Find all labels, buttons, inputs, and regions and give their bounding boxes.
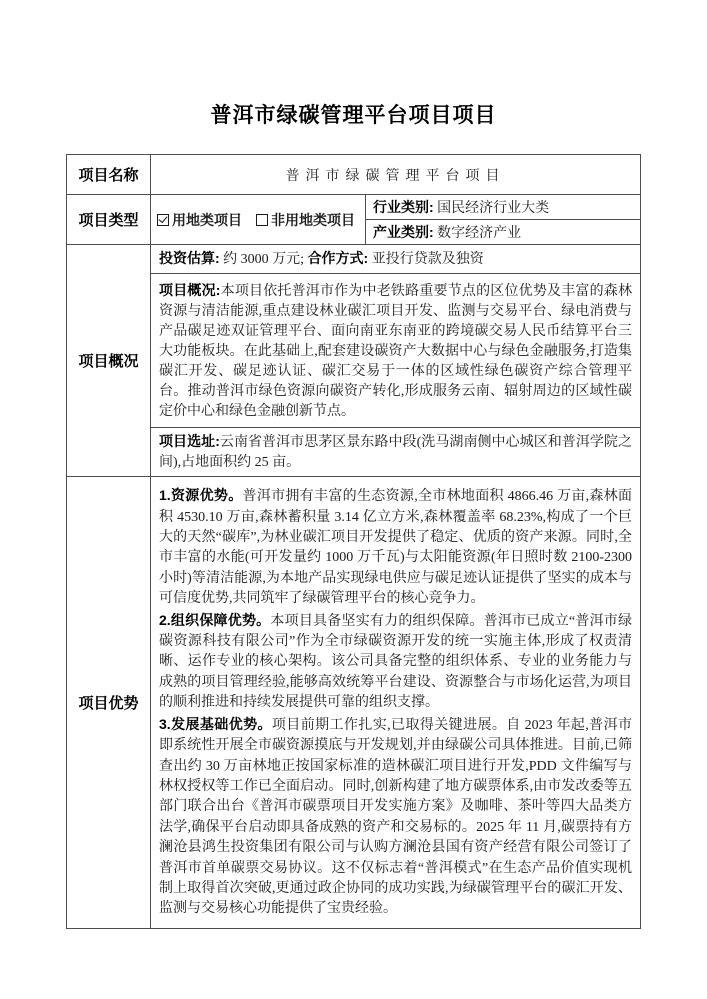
advantage-paragraph-3 (159, 714, 632, 920)
table-row-name (67, 155, 641, 195)
advantage-3-label: 3.发展基础优势。 (159, 715, 272, 732)
advantage-2-text: 本项目具备坚实有力的组织保障。普洱市已成立“普洱市绿碳资源科技有限公司”作为全市绿碳资源开发的统一实施主体,形成了权责清晰、运作专业的核心架构。该公司具备完整的组织体系、专业的业务能力与成熟的项目管理经验,能够高效统筹平台建设、资源整合与市场化运营,为项目的顺利推进和持续发展提供可靠的组织支撑。 (159, 613, 632, 711)
project-name-value: 普洱市绿碳管理平台项目 (151, 155, 641, 195)
site-label: 项目选址: (159, 433, 220, 449)
type-option-label-land: 用地类项目 (172, 211, 242, 228)
investment-cell (151, 245, 641, 274)
advantage-1-label: 1.资源优势。 (159, 487, 243, 504)
page-title: 普洱市绿碳管理平台项目项目 (210, 103, 497, 127)
unchecked-checkbox-icon (256, 214, 268, 226)
site-cell (151, 428, 641, 477)
table-row-advantages (67, 477, 641, 929)
project-type-options-cell (151, 195, 366, 245)
table-row-overview-text (67, 274, 641, 428)
table-row-site (67, 428, 641, 477)
checked-checkbox-icon (157, 214, 169, 226)
industry-category-value: 国民经济行业大类 (437, 201, 550, 216)
cooperation-label: 合作方式: (307, 250, 369, 266)
sector-category-cell (366, 220, 641, 245)
site-text: 云南省普洱市思茅区景东路中段(洗马湖南侧中心城区和普洱学院之间),占地面积约 25 亩。 (159, 435, 632, 470)
advantage-2-label: 2.组织保障优势。 (159, 611, 271, 628)
project-info-table (66, 154, 641, 929)
overview-text-cell (151, 274, 641, 428)
advantage-paragraph-2 (159, 610, 632, 714)
investment-value: 约 3000 万元; (223, 252, 305, 267)
overview-label: 项目概况: (159, 281, 221, 298)
advantage-1-text: 普洱市拥有丰富的生态资源,全市林地面积 4866.46 万亩,森林面积 4530.10 万亩,森林蓄积量 3.14 亿立方米,森林覆盖率 68.23%,构成了一个巨大的天然“碳库”,为林业碳汇项目开发提供了稳定、优质的资产来源。同时,全市丰富的水能(可开发量约 1000 万千瓦)与太阳能资源(年日照时数 2100-2300 小时)等清洁能源,为本地产品实现绿电供应与碳足迹认证提供了坚实的成本与可信度优势,共同筑牢了绿碳管理平台的核心竞争力。 (159, 489, 632, 607)
table-row-type (67, 195, 641, 220)
overview-text: 本项目依托普洱市作为中老铁路重要节点的区位优势及丰富的森林资源与清洁能源,重点建设林业碳汇项目开发、监测与交易平台、绿电消费与产品碳足迹双证管理平台、面向南亚东南亚的跨境碳交易人民币结算平台三大功能板块。在此基础上,配套建设碳资产大数据中心与绿色金融服务,打造集碳汇开发、碳足迹认证、碳汇交易于一体的区域性绿色碳资产综合管理平台。推动普洱市绿色资源向碳资产转化,形成服务云南、辐射周边的区域性碳定价中心和绿色金融创新节点。 (159, 283, 632, 419)
advantage-paragraph-1 (159, 485, 632, 609)
sector-category-label: 产业类别: (373, 224, 434, 240)
advantages-cell (151, 477, 641, 929)
table-row-investment (67, 245, 641, 274)
advantage-3-text: 项目前期工作扎实,已取得关键进展。自 2023 年起,普洱市即系统性开展全市碳资源摸底与开发规划,并由绿碳公司具体推进。目前,已筛查出约 30 万亩林地正按国家标准的造林碳汇项目进行开发,PDD 文件编写与林权授权等工作已全面启动。同时,创新构建了地方碳票体系,由市发改委等五部门联合出台《普洱市碳票项目开发实施方案》及咖啡、茶叶等四大品类方法学,确保平台启动即具备成熟的资产和交易标的。2025 年 11 月,碳票持有方澜沧县鸿生投资集团有限公司与认购方澜沧县国有资产经营有限公司签订了普洱市首单碳票交易协议。这不仅标志着“普洱模式”在生态产品价值实现机制上取得首次突破,更通过政企协同的成功实践,为绿碳管理平台的碳汇开发、监测与交易核心功能提供了宝贵经验。 (159, 717, 632, 917)
row-header-project-name: 项目名称 (67, 155, 151, 195)
industry-category-label: 行业类别: (373, 199, 434, 215)
investment-label: 投资估算: (159, 250, 220, 266)
row-header-project-overview: 项目概况 (67, 245, 151, 477)
type-option-label-nonland: 非用地类项目 (271, 211, 355, 228)
cooperation-value: 亚投行贷款及独资 (371, 252, 484, 267)
industry-category-cell (366, 195, 641, 220)
row-header-project-advantages: 项目优势 (67, 477, 151, 929)
row-header-project-type: 项目类型 (67, 195, 151, 245)
sector-category-value: 数字经济产业 (437, 226, 522, 241)
